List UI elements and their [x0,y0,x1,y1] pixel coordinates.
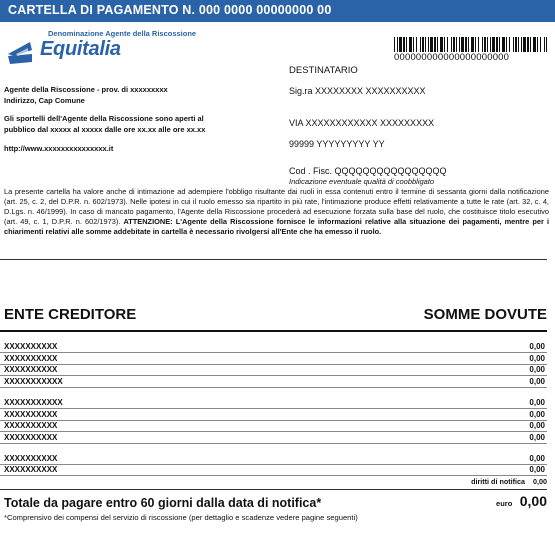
creditor-amount: 0,00 [529,365,545,375]
creditor-name: XXXXXXXXXXX [4,397,63,407]
brand-name: Equitalia [40,38,121,60]
creditor-name: XXXXXXXXXX [4,342,58,351]
recipient-note: Indicazione eventuale qualità di coobbligato [289,177,435,186]
creditor-name: XXXXXXXXXX [4,409,58,419]
creditor-amount: 0,00 [529,421,545,431]
notice-paragraph [4,187,549,237]
recipient-name: Sig.ra XXXXXXXX XXXXXXXXXX [289,86,426,96]
creditor-name: XXXXXXXXXX [4,465,58,475]
recipient-city: 99999 YYYYYYYYY YY [289,139,385,149]
agent-website[interactable]: http://www.xxxxxxxxxxxxxxx.it [4,144,114,153]
total-label: Totale da pagare entro 60 giorni dalla data di notifica* [4,496,322,510]
creditor-name: XXXXXXXXXX [4,453,58,463]
notice-body: La presente cartella ha valore anche di intimazione ad adempiere l'obbligo risultante dai ruoli in essa contenuti entro il termine di sessanta giorni dalla notificazione (art. 25, c. 2, del D.P.R. n. 602/1973). Nelle ipotesi in cui il ruolo emesso sia ripartito in più rate, l'intimazione produce effetti relativamente a tutte le rate (art. 32, c. 4, D.Lgs. n. 46/1999). In caso di mancato pagamento, l'Agente della Riscossione procederà ad esecuzione forzata sulla base del ruolo, che costituisce titolo esecutivo (art. 49, c. 1, D.P.R. n. 602/1973). [4,187,549,226]
creditor-name: XXXXXXXXXX [4,432,58,442]
amounts-header: SOMME DOVUTE [423,306,547,323]
creditor-amount: 0,00 [529,342,545,351]
row-divider [0,443,547,444]
agent-hours-1: Gli sportelli dell'Agente della Riscossione sono aperti al [4,114,204,123]
document-title: CARTELLA DI PAGAMENTO N. 000 0000 00000000 00 [8,3,332,17]
total-footnote: *Comprensivo dei compensi del servizio di riscossione (per dettaglio e scadenze vedere pagine seguenti) [4,513,358,522]
barcode-number: 000000000000000000000 [394,52,510,63]
notice-warning: ATTENZIONE: L'Agente della Riscossione fornisce le informazioni relative alla situazione dei pagamenti, mentre per i chiarimenti relativi alle somme addebitate in cartella è necessario rivolgersi all'Ente che ha emesso il ruolo. [4,217,549,236]
recipient-street: VIA XXXXXXXXXXXX XXXXXXXXX [289,118,435,128]
creditor-amount: 0,00 [529,453,545,463]
total-amount: 0,00 [519,493,547,509]
creditor-amount: 0,00 [529,353,545,363]
creditor-header: ENTE CREDITORE [4,306,137,323]
creditor-amount: 0,00 [529,409,545,419]
agent-line-1: Agente della Riscossione - prov. di xxxxxxxxx [4,85,168,94]
row-divider [0,475,547,476]
fees-row [471,477,547,486]
total-currency: euro [496,499,513,508]
equitalia-logo-icon [6,40,36,66]
total-rule [0,489,547,490]
recipient-tax-code: Cod . Fisc. QQQQQQQQQQQQQQQQ [289,166,447,176]
agent-hours-2: pubblico dal xxxxx al xxxxx dalle ore xx.xx alle ore xx.xx [4,125,206,134]
creditor-amount: 0,00 [529,432,545,442]
fees-label: diritti di notifica [471,477,525,486]
recipient-label: DESTINATARIO [289,65,358,76]
creditor-amount: 0,00 [529,397,545,407]
creditor-name: XXXXXXXXXX [4,421,58,431]
creditor-amount: 0,00 [529,465,545,475]
brand-subtitle: Denominazione Agente della Riscossione [48,29,197,38]
fees-amount: 0,00 [533,477,547,486]
notice-divider [0,259,547,260]
row-divider [0,387,547,388]
creditor-name: XXXXXXXXXXX [4,377,63,387]
agent-line-2: Indirizzo, Cap Comune [4,96,85,105]
creditor-amount: 0,00 [529,377,545,387]
table-top-rule [0,330,547,332]
barcode [394,37,547,52]
total-amount-block [496,493,547,511]
creditor-name: XXXXXXXXXX [4,365,58,375]
creditor-name: XXXXXXXXXX [4,353,58,363]
